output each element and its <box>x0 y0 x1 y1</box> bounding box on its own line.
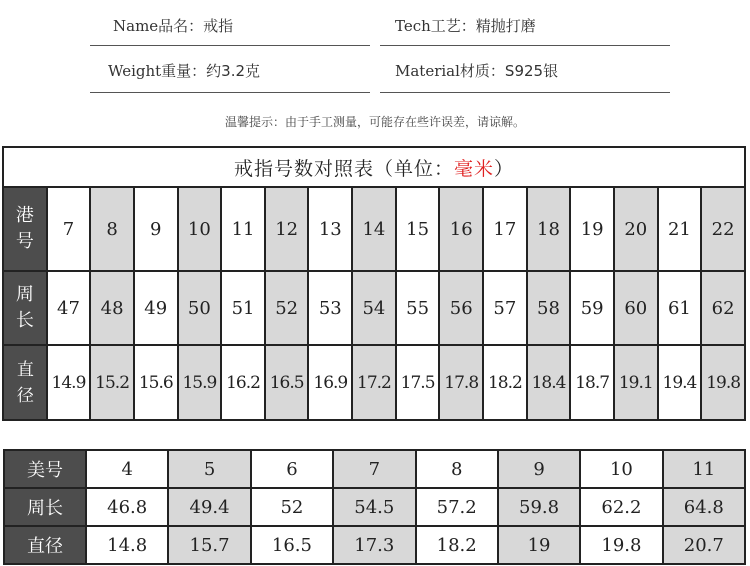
table-cell: 48 <box>90 271 134 345</box>
tech-label: Tech工艺： <box>395 17 476 35</box>
table-cell: 20 <box>614 187 658 271</box>
table-cell: 19 <box>570 187 614 271</box>
tech-value: 精抛打磨 <box>475 17 536 35</box>
table-cell: 59 <box>570 271 614 345</box>
table-cell: 52 <box>265 271 309 345</box>
table-row-circumference <box>3 271 745 345</box>
table-cell: 11 <box>663 450 745 488</box>
row-header: 周 长 <box>3 271 47 345</box>
tech-divider <box>380 45 670 46</box>
name-field <box>113 15 233 36</box>
table-cell: 59.8 <box>498 488 580 526</box>
table-cell: 53 <box>308 271 352 345</box>
table-title <box>3 147 745 187</box>
weight-divider <box>90 92 370 93</box>
table-cell: 19.8 <box>701 345 745 420</box>
table-cell: 18.2 <box>483 345 527 420</box>
hk-ring-size-table <box>2 146 746 421</box>
table-cell: 55 <box>396 271 440 345</box>
material-field <box>395 60 558 81</box>
material-label: Material材质： <box>395 62 505 80</box>
table-cell: 13 <box>308 187 352 271</box>
table-cell: 9 <box>134 187 178 271</box>
table-cell: 52 <box>251 488 333 526</box>
table-cell: 10 <box>178 187 222 271</box>
table-cell: 15.2 <box>90 345 134 420</box>
table-cell: 4 <box>86 450 168 488</box>
table-cell: 60 <box>614 271 658 345</box>
name-value: 戒指 <box>203 17 234 35</box>
table-row-circumference <box>4 488 745 526</box>
table-row-sizes <box>3 187 745 271</box>
table-cell: 6 <box>251 450 333 488</box>
table-cell: 8 <box>90 187 134 271</box>
table-cell: 19.4 <box>658 345 702 420</box>
table-cell: 64.8 <box>663 488 745 526</box>
table-cell: 15.7 <box>168 526 250 564</box>
table-cell: 17.5 <box>396 345 440 420</box>
table-cell: 18.7 <box>570 345 614 420</box>
table-cell: 14 <box>352 187 396 271</box>
table-row-sizes <box>4 450 745 488</box>
table-cell: 51 <box>221 271 265 345</box>
table-cell: 7 <box>47 187 91 271</box>
weight-value: 约3.2克 <box>206 62 261 80</box>
table-cell: 46.8 <box>86 488 168 526</box>
table-cell: 18.2 <box>416 526 498 564</box>
row-header: 直径 <box>4 526 86 564</box>
table-cell: 49 <box>134 271 178 345</box>
weight-field <box>108 60 260 81</box>
table-title-prefix: 戒指号数对照表（单位： <box>233 157 454 180</box>
row-header: 港 号 <box>3 187 47 271</box>
table-cell: 15 <box>396 187 440 271</box>
table-cell: 62 <box>701 271 745 345</box>
table-cell: 7 <box>333 450 415 488</box>
table-cell: 47 <box>47 271 91 345</box>
table-cell: 17 <box>483 187 527 271</box>
us-ring-size-table <box>3 449 746 565</box>
table-cell: 16.9 <box>308 345 352 420</box>
name-divider <box>90 45 370 46</box>
table-cell: 56 <box>439 271 483 345</box>
table-cell: 14.9 <box>47 345 91 420</box>
table-cell: 18 <box>527 187 571 271</box>
table-cell: 16.5 <box>265 345 309 420</box>
material-value: S925银 <box>504 62 559 80</box>
table-cell: 57.2 <box>416 488 498 526</box>
table-cell: 8 <box>416 450 498 488</box>
table-cell: 50 <box>178 271 222 345</box>
table-row-diameter <box>3 345 745 420</box>
row-header: 美号 <box>4 450 86 488</box>
table-cell: 21 <box>658 187 702 271</box>
table-cell: 20.7 <box>663 526 745 564</box>
measurement-tip: 温馨提示：由于手工测量，可能存在些许误差，请谅解。 <box>224 115 525 129</box>
row-header: 周长 <box>4 488 86 526</box>
table-title-unit: 毫米 <box>453 157 494 180</box>
table-cell: 12 <box>265 187 309 271</box>
table-cell: 49.4 <box>168 488 250 526</box>
weight-label: Weight重量： <box>108 62 207 80</box>
table-cell: 11 <box>221 187 265 271</box>
table-title-row <box>3 147 745 187</box>
table-cell: 22 <box>701 187 745 271</box>
table-title-suffix: ） <box>494 157 515 180</box>
name-label: Name品名： <box>113 17 204 35</box>
table-cell: 18.4 <box>527 345 571 420</box>
table-cell: 15.9 <box>178 345 222 420</box>
table-cell: 17.3 <box>333 526 415 564</box>
table-cell: 19.1 <box>614 345 658 420</box>
table-cell: 9 <box>498 450 580 488</box>
table-cell: 5 <box>168 450 250 488</box>
row-header: 直 径 <box>3 345 47 420</box>
table-cell: 54 <box>352 271 396 345</box>
tech-field <box>395 15 536 36</box>
table-cell: 61 <box>658 271 702 345</box>
table-cell: 19.8 <box>580 526 662 564</box>
table-row-diameter <box>4 526 745 564</box>
table-cell: 14.8 <box>86 526 168 564</box>
table-cell: 16.2 <box>221 345 265 420</box>
material-divider <box>380 92 670 93</box>
table-cell: 57 <box>483 271 527 345</box>
table-cell: 10 <box>580 450 662 488</box>
table-cell: 19 <box>498 526 580 564</box>
table-cell: 62.2 <box>580 488 662 526</box>
table-cell: 15.6 <box>134 345 178 420</box>
table-cell: 17.2 <box>352 345 396 420</box>
table-cell: 17.8 <box>439 345 483 420</box>
table-cell: 16 <box>439 187 483 271</box>
table-cell: 58 <box>527 271 571 345</box>
table-cell: 54.5 <box>333 488 415 526</box>
table-cell: 16.5 <box>251 526 333 564</box>
